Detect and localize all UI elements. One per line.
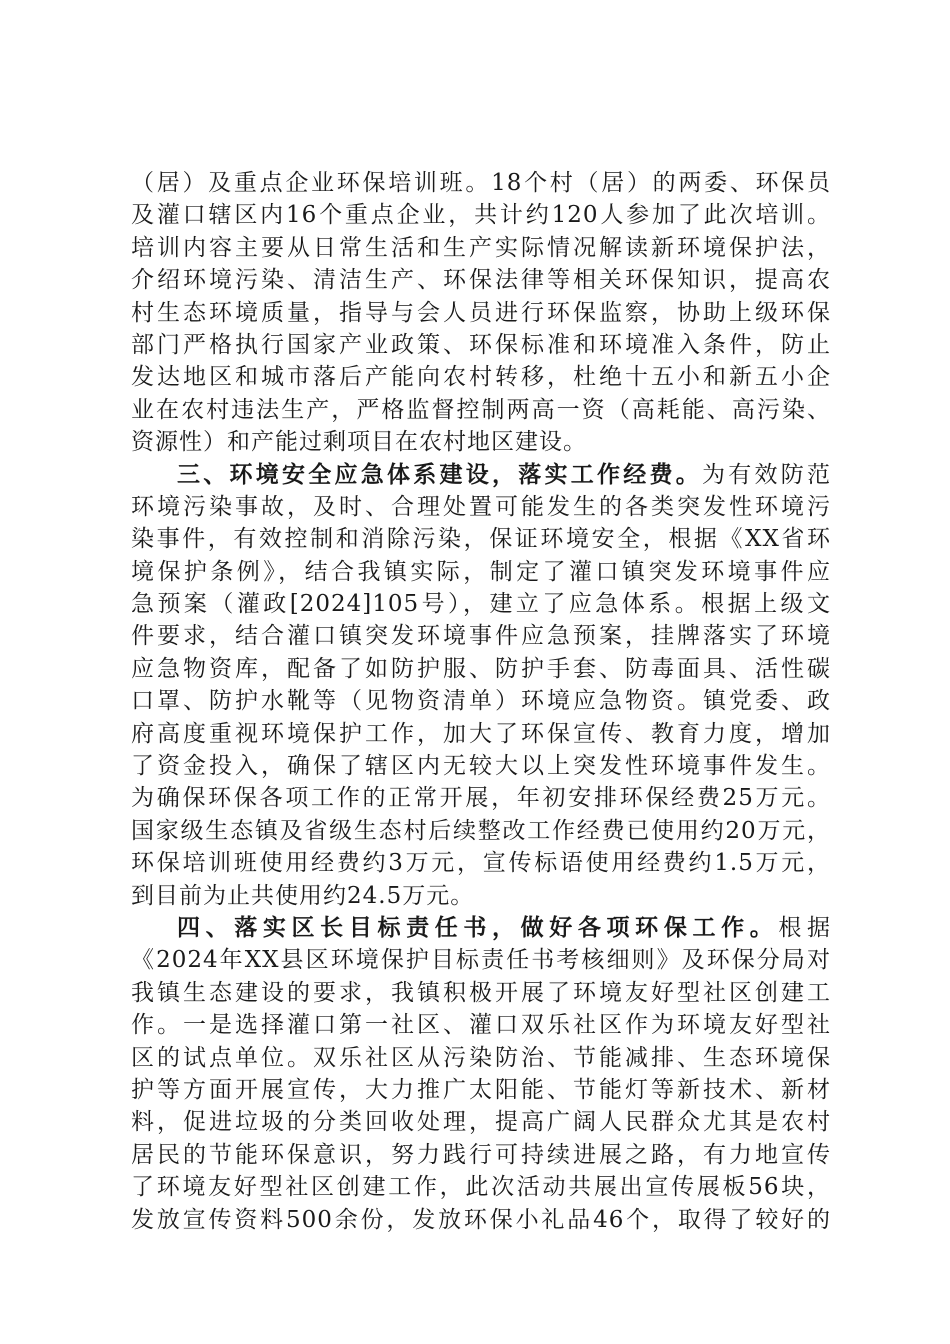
text-line: 居民的节能环保意识，努力践行可持续进展之路，有力地宣传 — [131, 1141, 831, 1168]
text-line: 国家级生态镇及省级生态村后续整改工作经费已使用约20万元， — [131, 817, 831, 844]
paragraph-responsibility — [131, 912, 831, 1236]
text-line: 到目前为止共使用约24.5万元。 — [131, 882, 475, 909]
text-line: 作。一是选择灌口第一社区、灌口双乐社区作为环境友好型社 — [131, 1012, 831, 1039]
text-line: 环保培训班使用经费约3万元，宣传标语使用经费约1.5万元， — [131, 850, 831, 877]
document-body — [131, 167, 831, 1236]
text-line: 资源性）和产能过剩项目在农村地区建设。 — [131, 429, 587, 456]
text-line: 发达地区和城市落后产能向农村转移，杜绝十五小和新五小企 — [131, 364, 831, 391]
paragraph-emergency-system — [131, 459, 831, 912]
text-line: 口罩、防护水靴等（见物资清单）环境应急物资。镇党委、政 — [131, 688, 831, 715]
text-line: 护等方面开展宣传，大力推广太阳能、节能灯等新技术、新材 — [131, 1076, 831, 1103]
text-span: 根据 — [778, 914, 832, 941]
section-heading-four: 四、落实区长目标责任书，做好各项环保工作。 — [177, 913, 779, 941]
text-line: 了环境友好型社区创建工作，此次活动共展出宣传展板56块， — [131, 1174, 831, 1201]
text-line: 应急物资库，配备了如防护服、防护手套、防毒面具、活性碳 — [131, 655, 831, 682]
paragraph-training — [131, 167, 831, 459]
text-line: 料，促进垃圾的分类回收处理，提高广阔人民群众尤其是农村 — [131, 1109, 831, 1136]
text-line: 我镇生态建设的要求，我镇积极开展了环境友好型社区创建工 — [131, 979, 831, 1006]
text-line: 了资金投入，确保了辖区内无较大以上突发性环境事件发生。 — [131, 753, 831, 780]
text-line: 培训内容主要从日常生活和生产实际情况解读新环境保护法， — [131, 234, 831, 261]
paragraph-first-line — [131, 912, 831, 944]
text-line: 府高度重视环境保护工作，加大了环保宣传、教育力度，增加 — [131, 720, 831, 747]
text-line: 件要求，结合灌口镇突发环境事件应急预案，挂牌落实了环境 — [131, 623, 831, 650]
text-line: 部门严格执行国家产业政策、环保标准和环境准入条件，防止 — [131, 331, 831, 358]
text-line: 为确保环保各项工作的正常开展，年初安排环保经费25万元。 — [131, 785, 831, 812]
text-span: 为有效防范 — [702, 461, 831, 488]
text-line: 境保护条例》，结合我镇实际，制定了灌口镇突发环境事件应 — [131, 558, 831, 585]
text-line: 急预案（灌政[2024]105号），建立了应急体系。根据上级文 — [131, 591, 831, 618]
text-line: 区的试点单位。双乐社区从污染防治、节能减排、生态环境保 — [131, 1044, 831, 1071]
text-line: 《2024年XX县区环境保护目标责任书考核细则》及环保分局对 — [131, 947, 831, 974]
text-line: （居）及重点企业环保培训班。18个村（居）的两委、环保员 — [131, 170, 831, 196]
text-line: 介绍环境污染、清洁生产、环保法律等相关环保知识，提高农 — [131, 267, 831, 294]
text-line: 及灌口辖区内16个重点企业，共计约120人参加了此次培训。 — [131, 202, 831, 229]
text-line: 发放宣传资料500余份，发放环保小礼品46个，取得了较好的 — [131, 1206, 831, 1233]
text-line: 业在农村违法生产，严格监督控制两高一资（高耗能、高污染、 — [131, 396, 831, 423]
text-line: 村生态环境质量，指导与会人员进行环保监察，协助上级环保 — [131, 299, 831, 326]
paragraph-first-line — [131, 459, 831, 491]
section-heading-three: 三、环境安全应急体系建设，落实工作经费。 — [177, 460, 702, 488]
text-line: 环境污染事故，及时、合理处置可能发生的各类突发性环境污 — [131, 493, 831, 520]
text-line: 染事件，有效控制和消除污染，保证环境安全，根据《XX省环 — [131, 526, 831, 553]
